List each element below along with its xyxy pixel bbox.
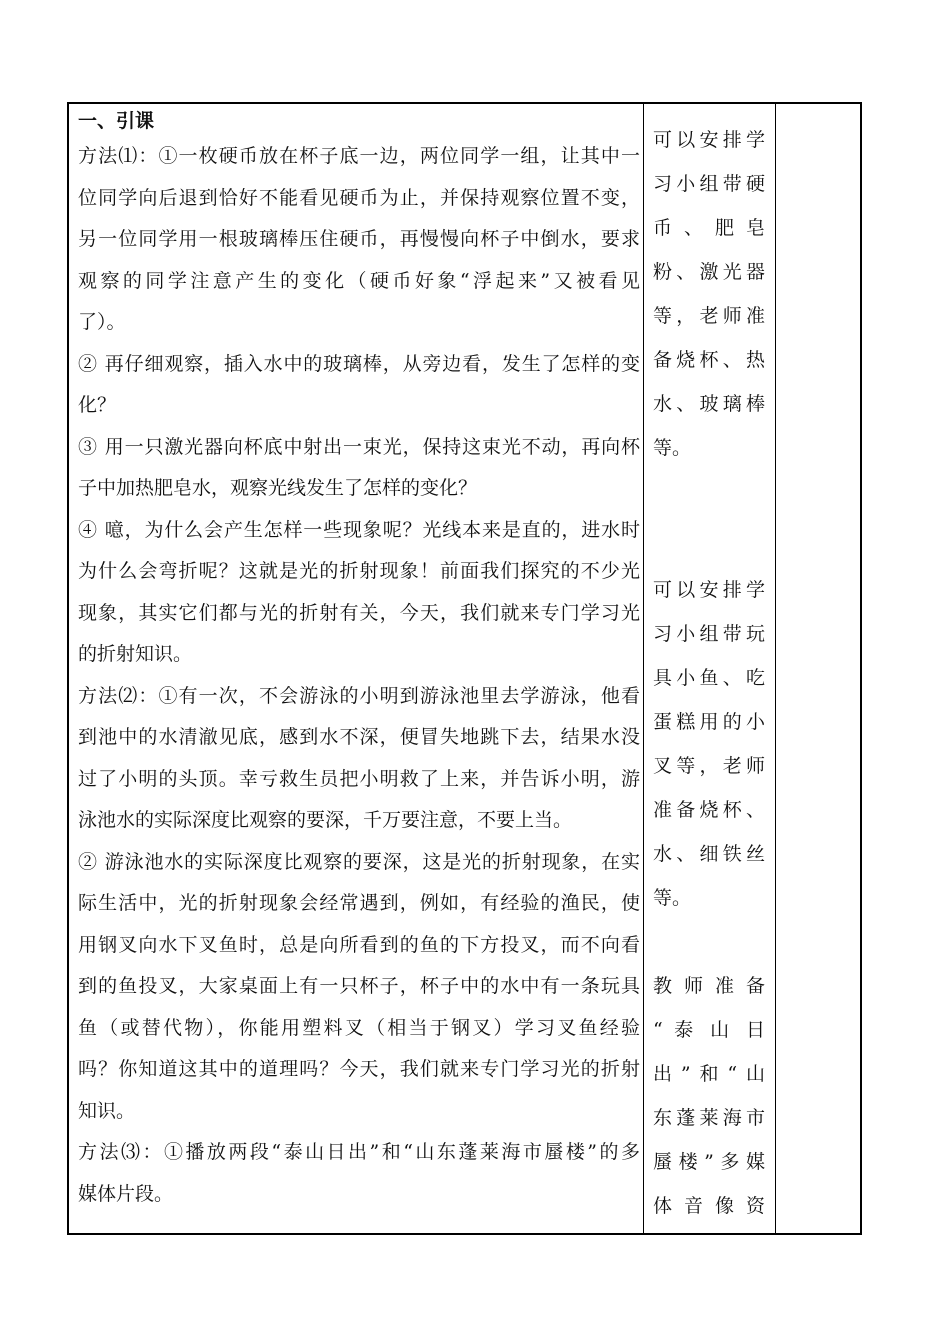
text-line: 际生活中，光的折射现象会经常遇到，例如，有经验的渔民，使	[78, 892, 640, 914]
text-line: ④ 噫，为什么会产生怎样一些现象呢？光线本来是直的，进水时	[78, 518, 640, 541]
side-text-line: 体 音 像 资	[653, 1195, 765, 1217]
text-line: 化？	[78, 394, 117, 416]
side-text-line: 叉等，老师	[653, 755, 765, 777]
side-text-line: 等，老师准	[653, 305, 765, 327]
text-line: 到的鱼投叉，大家桌面上有一只杯子，杯子中的水中有一条玩具	[78, 975, 640, 997]
text-line: 另一位同学用一根玻璃棒压住硬币，再慢慢向杯子中倒水，要求	[78, 228, 640, 250]
side-text-line: 水、玻璃棒	[653, 393, 765, 415]
text-line: 子中加热肥皂水，观察光线发生了怎样的变化？	[78, 477, 478, 499]
text-line: 媒体片段。	[78, 1182, 174, 1205]
text-line: 到池中的水清澈见底，感到水不深，便冒失地跳下去，结果水没	[78, 726, 640, 748]
side-text-line: 东蓬莱海市	[653, 1107, 765, 1129]
main-text	[78, 136, 640, 1215]
text-line: 位同学向后退到恰好不能看见硬币为止，并保持观察位置不变，	[78, 186, 640, 209]
side-text-line: 教 师 准 备	[653, 975, 765, 997]
main-column	[78, 106, 640, 1215]
side-note-2	[653, 568, 765, 920]
side-text-line: 币 、 肥 皂	[653, 217, 765, 239]
side-text-line: 备烧杯、热	[653, 349, 765, 371]
text-line: ③ 用一只激光器向杯底中射出一束光，保持这束光不动，再向杯	[78, 435, 640, 458]
text-line: 知识。	[78, 1099, 136, 1122]
text-line: 方法⑴：①一枚硬币放在杯子底一边，两位同学一组，让其中一	[78, 145, 640, 167]
side-text-line: 等。	[653, 887, 692, 909]
text-line: ② 游泳池水的实际深度比观察的要深，这是光的折射现象，在实	[78, 850, 640, 873]
side-text-line: 可以安排学	[653, 129, 765, 151]
side-text-line: 蛋糕用的小	[653, 711, 765, 733]
text-line: ② 再仔细观察，插入水中的玻璃棒，从旁边看，发生了怎样的变	[78, 352, 640, 375]
side-note-3	[653, 964, 765, 1228]
text-line: 过了小明的头顶。幸亏救生员把小明救了上来，并告诉小明，游	[78, 767, 640, 790]
lesson-table	[67, 102, 862, 1235]
side-text-line: 水、细铁丝	[653, 843, 765, 865]
text-line: 方法⑶：①播放两段“泰山日出”和“山东蓬莱海市蜃楼”的多	[78, 1141, 640, 1163]
side-text-line: 等。	[653, 437, 692, 459]
empty-column	[777, 104, 862, 1233]
side-note-1	[653, 118, 765, 470]
text-line: 的折射知识。	[78, 643, 193, 665]
side-text-line: 可以安排学	[653, 579, 765, 601]
side-text-line: “ 泰 山 日	[653, 1019, 765, 1041]
text-line: 鱼（或替代物），你能用塑料叉（相当于钢叉）学习叉鱼经验	[78, 1016, 640, 1039]
side-text-line: 具小鱼、吃	[653, 667, 765, 689]
column-divider	[643, 104, 644, 1233]
side-text-line: 出”和“山	[653, 1063, 765, 1085]
text-line: 现象，其实它们都与光的折射有关，今天，我们就来专门学习光	[78, 601, 640, 624]
side-text-line: 蜃楼”多媒	[653, 1151, 765, 1173]
section-heading: 一、引课	[78, 110, 155, 132]
text-line: 吗？你知道这其中的道理吗？今天，我们就来专门学习光的折射	[78, 1058, 640, 1080]
side-text-line: 粉、激光器	[653, 261, 765, 283]
side-text-line: 习小组带玩	[653, 623, 765, 645]
text-line: 为什么会弯折呢？这就是光的折射现象！前面我们探究的不少光	[78, 560, 640, 582]
text-line: 泳池水的实际深度比观察的要深，千万要注意，不要上当。	[78, 809, 573, 831]
text-line: 用钢叉向水下叉鱼时，总是向所看到的鱼的下方投叉，而不向看	[78, 933, 640, 956]
text-line: 方法⑵：①有一次，不会游泳的小明到游泳池里去学游泳，他看	[78, 684, 640, 707]
side-text-line: 准备烧杯、	[653, 799, 765, 821]
side-text-line: 习小组带硬	[653, 173, 765, 195]
column-divider	[775, 104, 776, 1233]
text-line: 了）。	[78, 311, 126, 333]
text-line: 观察的同学注意产生的变化（硬币好象“浮起来”又被看见	[78, 269, 640, 292]
